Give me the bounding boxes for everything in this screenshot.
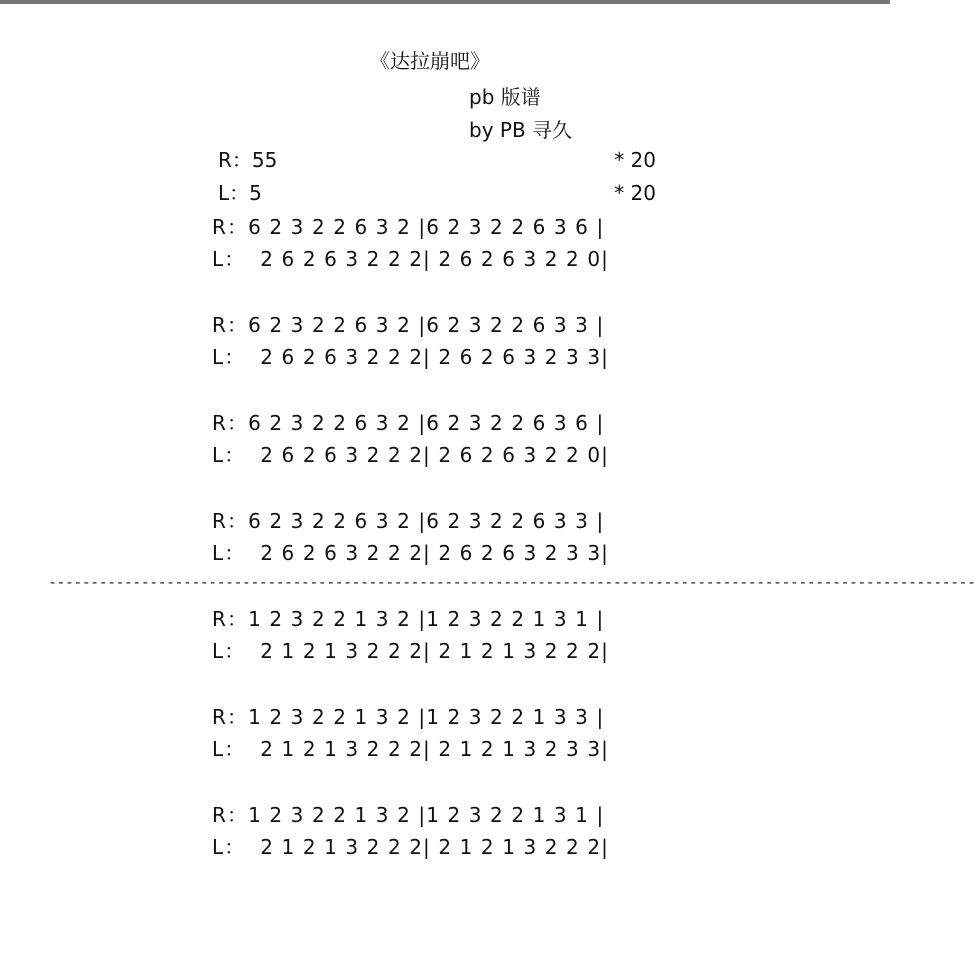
setup-right-hand <box>218 147 658 173</box>
section-b-l-line-3: L： 2 1 2 1 3 2 2 2| 2 1 2 1 3 2 2 2| <box>212 835 609 859</box>
section-b-r-line-1: R：1 2 3 2 2 1 3 2 |1 2 3 2 2 1 3 1 | <box>212 607 605 631</box>
section-b-l-line-2: L： 2 1 2 1 3 2 2 2| 2 1 2 1 3 2 3 3| <box>212 737 609 761</box>
section-a-l-line-3: L： 2 6 2 6 3 2 2 2| 2 6 2 6 3 2 2 0| <box>212 443 609 467</box>
section-divider: -------------------------------------------------------------------------------------------------------------- <box>48 573 975 591</box>
section-a-r-line-4: R：6 2 3 2 2 6 3 2 |6 2 3 2 2 6 3 3 | <box>212 509 605 533</box>
section-a-r-line-3: R：6 2 3 2 2 6 3 2 |6 2 3 2 2 6 3 6 | <box>212 411 605 435</box>
setup-left-hand-notes: L：5 <box>218 181 262 205</box>
score-author: by PB 寻久 <box>469 118 573 142</box>
section-b-l-line-1: L： 2 1 2 1 3 2 2 2| 2 1 2 1 3 2 2 2| <box>212 639 609 663</box>
window-top-border <box>0 0 890 4</box>
song-title: 《达拉崩吧》 <box>370 49 490 73</box>
section-b-r-line-2: R：1 2 3 2 2 1 3 2 |1 2 3 2 2 1 3 3 | <box>212 705 605 729</box>
section-a-l-line-4: L： 2 6 2 6 3 2 2 2| 2 6 2 6 3 2 3 3| <box>212 541 609 565</box>
section-a-l-line-1: L： 2 6 2 6 3 2 2 2| 2 6 2 6 3 2 2 0| <box>212 247 609 271</box>
section-b-r-line-3: R：1 2 3 2 2 1 3 2 |1 2 3 2 2 1 3 1 | <box>212 803 605 827</box>
section-a-r-line-2: R：6 2 3 2 2 6 3 2 |6 2 3 2 2 6 3 3 | <box>212 313 605 337</box>
setup-left-hand-repeat: * 20 <box>614 181 656 205</box>
section-a-l-line-2: L： 2 6 2 6 3 2 2 2| 2 6 2 6 3 2 3 3| <box>212 345 609 369</box>
score-version: pb 版谱 <box>469 85 541 109</box>
setup-left-hand <box>218 180 658 206</box>
setup-right-hand-notes: R：55 <box>218 148 278 172</box>
section-a-r-line-1: R：6 2 3 2 2 6 3 2 |6 2 3 2 2 6 3 6 | <box>212 215 605 239</box>
setup-right-hand-repeat: * 20 <box>614 148 656 172</box>
